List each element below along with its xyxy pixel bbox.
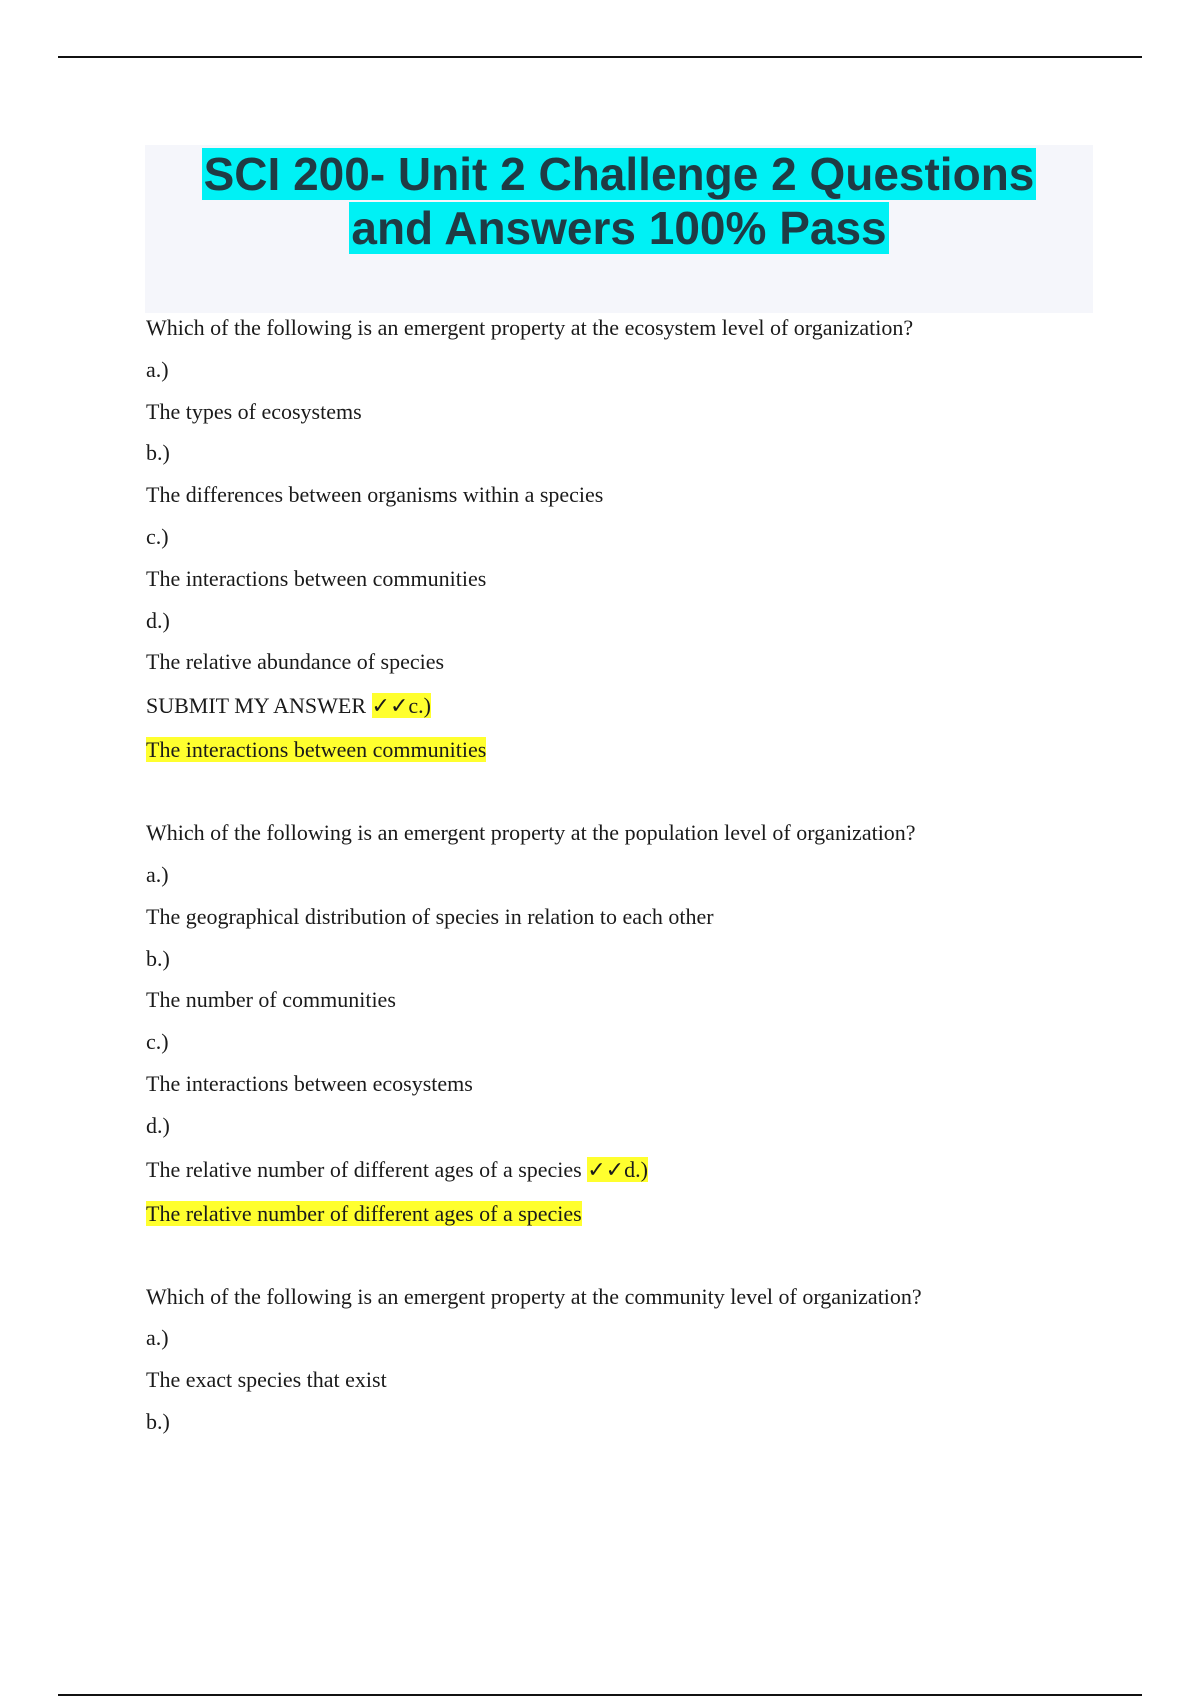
option-text: The relative number of different ages of a species [146, 1156, 582, 1182]
answer-letter: c.) [408, 693, 432, 719]
submit-label: SUBMIT MY ANSWER [146, 693, 367, 719]
double-check-icon: ✓✓ [587, 1157, 625, 1183]
option-letter: c.) [146, 523, 169, 549]
option-letter: a.) [146, 1325, 169, 1351]
answer-letter: d.) [624, 1156, 648, 1182]
question-block-2 [146, 812, 1146, 1234]
option-text: The number of communities [146, 987, 396, 1013]
option-letter: d.) [146, 1112, 170, 1138]
spacer [146, 771, 1146, 812]
answer-text: The interactions between communities [146, 737, 487, 763]
answer-text-line [146, 729, 1146, 771]
option-letter: c.) [146, 1029, 169, 1055]
question-block-1 [146, 307, 1146, 771]
answer-text: The relative number of different ages of a species [146, 1200, 582, 1226]
option-text: The exact species that exist [146, 1367, 387, 1393]
footer-rule [58, 1694, 1142, 1696]
question-text: Which of the following is an emergent property at the ecosystem level of organization? [146, 315, 914, 340]
option-letter: b.) [146, 1408, 170, 1434]
answer-marker [372, 693, 431, 718]
option-text: The geographical distribution of species in relation to each other [146, 903, 714, 929]
submit-answer-line [146, 683, 1146, 729]
title-banner [145, 145, 1093, 313]
answer-text-line [146, 1193, 1146, 1235]
document-body [146, 307, 1146, 1443]
header-rule [58, 56, 1142, 58]
title-line-1: SCI 200- Unit 2 Challenge 2 Questions [203, 148, 1035, 200]
document-title [145, 145, 1093, 255]
option-text: The interactions between ecosystems [146, 1070, 473, 1096]
double-check-icon: ✓✓ [371, 694, 409, 720]
option-text: The types of ecosystems [146, 398, 362, 424]
option-letter: b.) [146, 945, 170, 971]
option-text: The differences between organisms within a species [146, 482, 604, 508]
question-text: Which of the following is an emergent property at the community level of organization? [146, 1283, 922, 1309]
question-block-3 [146, 1276, 1146, 1443]
option-text: The relative abundance of species [146, 649, 445, 675]
option-text-with-answer [146, 1147, 1146, 1193]
option-letter: a.) [146, 861, 169, 887]
option-letter: d.) [146, 607, 170, 633]
option-letter: a.) [146, 356, 169, 382]
answer-marker [587, 1157, 648, 1182]
question-text: Which of the following is an emergent property at the population level of organization? [146, 820, 916, 846]
title-line-2: and Answers 100% Pass [351, 202, 887, 254]
option-letter: b.) [146, 440, 170, 466]
option-text: The interactions between communities [146, 565, 487, 591]
spacer [146, 1235, 1146, 1276]
